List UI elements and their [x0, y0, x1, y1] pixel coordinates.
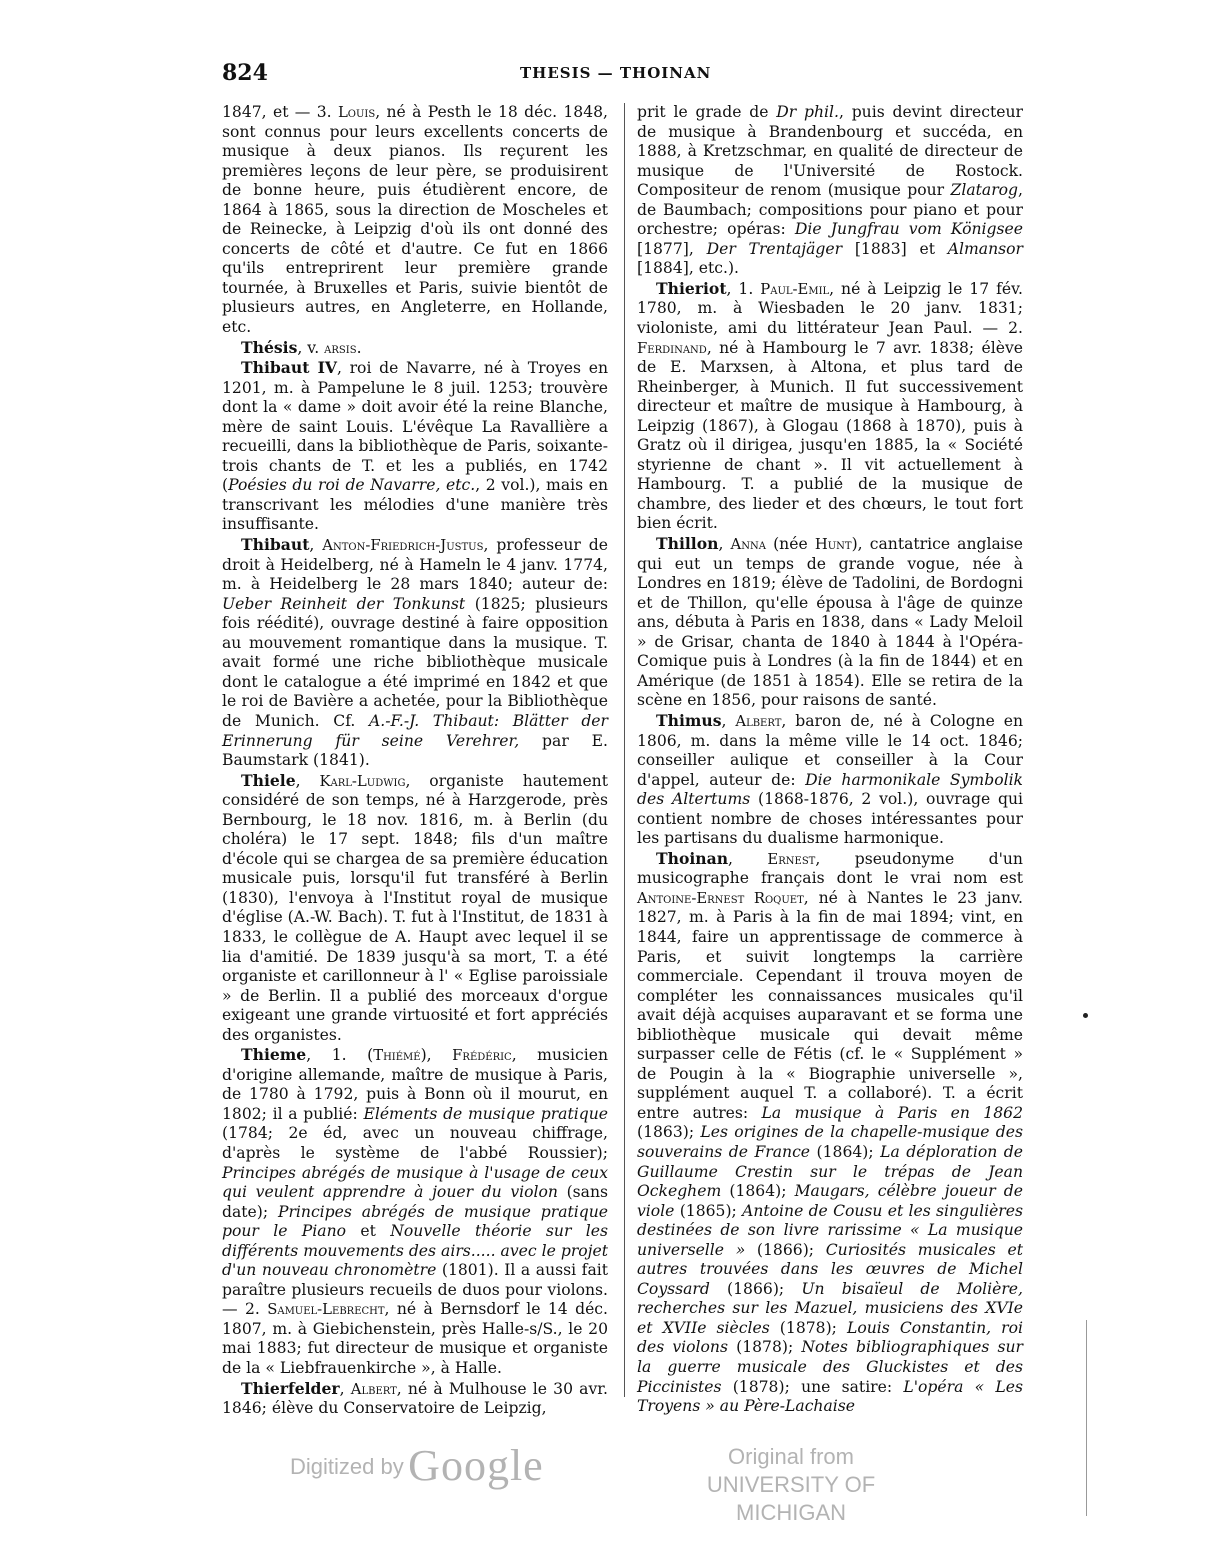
entry-text: (1863);: [637, 1123, 701, 1142]
dictionary-entry: [637, 849, 1023, 1417]
italic-title: Zlatarog: [950, 181, 1019, 200]
entry-text: , de Baumbach; compositions pour piano et pour orchestre; opéras:: [637, 181, 1023, 239]
italic-title: Eléments de musique pratique: [363, 1104, 608, 1123]
headword: Thierfelder: [241, 1378, 340, 1398]
entry-text: , 2 vol.), mais en transcrivant les mélodies d'une manière très insuffisante.: [222, 476, 608, 534]
entry-text: , professeur de droit à Heidelberg, né à Hameln le 4 janv. 1774, m. à Heidelberg le 28 mars 1840; auteur de:: [222, 536, 609, 594]
small-caps-name: Antoine-Ernest Roquet: [637, 889, 804, 907]
entry-text: (1866);: [745, 1240, 826, 1259]
scan-edge-line: [1086, 1320, 1087, 1516]
small-caps-name: Anton-Friedrich-Justus: [322, 537, 484, 555]
entry-text: , roi de Navarre, né à Troyes en 1201, m. à Pampelune le 8 juil. 1253; trouvère dont la « dame » doit avoir été la reine Blanche, mère de saint Louis. L'évêque La Ravallière a recueilli, dans la bibliothèque de Paris, soixante-trois chants de T. et les a publiés, en 1742 (: [222, 359, 608, 495]
dictionary-entry: [222, 535, 608, 771]
small-caps-name: Hunt: [814, 536, 852, 554]
small-caps-name: Louis: [337, 104, 376, 121]
original-from-label: Original from: [728, 1444, 854, 1469]
university-name: UNIVERSITY OF MICHIGAN: [706, 1472, 876, 1525]
entry-text: (1801). Il a aussi fait paraître plusieurs recueils de duos pour violons. — 2.: [222, 1261, 608, 1319]
entry-text: ,: [339, 1379, 351, 1398]
entry-text: ,: [295, 771, 320, 790]
dictionary-entry: [222, 1045, 608, 1378]
entry-text: .: [356, 338, 362, 357]
italic-title: Almansor: [947, 239, 1023, 258]
italic-title: Curiosités musicales et autres trouvées dans les œuvres de Michel Coyssard: [637, 1240, 1023, 1298]
headword: Thibaut: [241, 535, 310, 555]
italic-title: L'opéra « Les Troyens » au Père-Lachaise: [637, 1377, 1023, 1416]
italic-title: Antoine de Cousu et les singulières destinées de son livre rarissime « La musique universelle »: [637, 1201, 1023, 1259]
italic-title: A.-F.-J. Thibaut: Blätter der Erinnerung für seine Verehrer,: [222, 711, 608, 750]
small-caps-name: Frédéric: [452, 1047, 512, 1065]
entry-text: ),: [420, 1046, 453, 1065]
entry-text: ), cantatrice anglaise qui eut un temps de grande vogue, née à Londres en 1819; élève de Tadolini, de Bordogni et de Thillon, qu'elle épousa à l'âge de quinze ans, débuta à Paris en 1838, dans « Lady Meloil » de Grisar, chanta de 1840 à 1844 à l'Opéra-Comique puis à Londres (à la fin de 1844) et en Amérique (de 1851 à 1854). Elle se retira de la scène en 1856, pour raisons de santé.: [637, 535, 1024, 710]
entry-continuation: [222, 103, 608, 338]
small-caps-name: Samuel-Lebrecht: [267, 1301, 385, 1319]
headword: Thillon: [656, 534, 719, 554]
headword: Thieriot: [656, 278, 727, 298]
entry-text: , né à Pesth le 18 déc. 1848, sont connus pour leurs excellents concerts de musique à deux pianos. Ils reçurent les premières leçons de leur père, se produisirent de bonne heure, puis étudièrent encore, de 1864 à 1865, sous la direction de Moscheles et de Reinecke, à Leipzig d'où ils ont donné des concerts de côté et d'autre. Ce fut en 1866 qu'ils entreprirent leur première grande tournée, à Bruxelles et Paris, suivie bientôt de plusieurs autres, en Angleterre, en Hollande, etc.: [222, 103, 609, 337]
entry-text: prit le grade de: [637, 103, 777, 121]
italic-title: Les origines de la chapelle-musique des souverains de France: [637, 1123, 1023, 1161]
entry-text: par E. Baumstark (1841).: [222, 731, 608, 770]
entry-text: [1884], etc.).: [637, 259, 739, 278]
entry-text: 1847, et — 3.: [222, 103, 338, 121]
entry-text: (1878); une satire:: [721, 1377, 904, 1396]
entry-text: ,: [721, 711, 736, 730]
italic-title: Die Jungfrau vom Königsee: [794, 220, 1023, 239]
small-caps-name: Anna: [730, 536, 766, 554]
italic-title: Un bisaïeul de Molière, recherches sur les Mazuel, musiciens des XVIe et XVIIe siècles: [637, 1279, 1023, 1337]
italic-title: La musique à Paris en 1862: [761, 1103, 1023, 1122]
dictionary-entry: [222, 338, 608, 359]
entry-text: (1825; plusieurs fois réédité), ouvrage destiné à faire opposition au mouvement romantique dans la musique. T. avait formé une riche bibliothèque musicale dont le catalogue a été imprimé en 1842 et que le roi de Bavière a achetée, pour la Bibliothèque de Munich. Cf.: [222, 594, 608, 730]
running-head: THESIS — THOINAN: [520, 64, 712, 82]
dictionary-entry: [222, 358, 608, 535]
entry-text: , pseudonyme d'un musicographe français dont le vrai nom est: [637, 849, 1023, 888]
italic-title: La déploration de Guillaume Crestin sur le trépas de Jean Ockeghem: [637, 1142, 1023, 1201]
small-caps-name: Ernest: [767, 850, 816, 868]
dictionary-entry: [222, 1379, 608, 1419]
dictionary-entry: [637, 711, 1023, 849]
entry-text: (1864);: [810, 1142, 881, 1161]
headword: Thiele: [241, 770, 296, 790]
entry-continuation: [637, 103, 1023, 279]
italic-title: Nouvelle théorie sur les différents mouvements des airs..... avec le projet d'un nouveau chronomètre: [222, 1222, 608, 1280]
column-divider: [624, 103, 625, 1397]
italic-title: Poésies du roi de Navarre, etc.: [228, 476, 476, 495]
entry-text: , né à Mulhouse le 30 avr. 1846; élève du Conservatoire de Leipzig,: [222, 1379, 608, 1418]
entry-text: , né à Nantes le 23 janv. 1827, m. à Paris à la fin de mai 1894; vint, en 1844, faire un apprentissage de commerce à Paris, et suivit longtemps la carrière commerciale. Cependant il trouva moyen de compléter les connaissances musicales qu'il avait déjà acquises auparavant et se forma une bibliothèque musicale qui devait même surpasser celle de Fétis (cf. le « Supplément » de Pougin à la « Biographie universelle », supplément auquel T. a collaboré). T. a écrit entre autres:: [637, 888, 1023, 1122]
headword: Thimus: [656, 710, 722, 730]
left-column: [222, 103, 608, 1419]
entry-text: , né à Hambourg le 7 avr. 1838; élève de E. Marxsen, à Altona, et plus tard de Rheinberger, à Munich. Il fut successivement directeur et maître de musique à Hambourg, à Leipzig (1867), à Glogau (1868 à 1870), puis à Gratz où il dirigea, jusqu'en 1885, la « Société styrienne de chant ». Il vit actuellement à Hambourg. T. a publié de la musique de chambre, des lieder et des chœurs, le tout fort bien écrit.: [637, 338, 1023, 533]
small-caps-name: Albert: [350, 1380, 397, 1398]
entry-text: (1868-1876, 2 vol.), ouvrage qui contient nombre de choses intéressantes pour les partisans du dualisme harmonique.: [637, 790, 1023, 848]
original-from-watermark: [666, 1443, 916, 1527]
headword: Thibaut IV: [241, 358, 337, 378]
dictionary-entry: [637, 279, 1023, 534]
entry-text: , v.: [297, 338, 325, 357]
entry-text: , puis devint directeur de musique à Brandenbourg et succéda, en 1888, à Kretzschmar, en qualité de directeur de musique de l'Université de Rostock. Compositeur de renom (musique pour: [637, 103, 1023, 200]
entry-text: , né à Leipzig le 17 fév. 1780, m. à Wiesbaden le 20 janv. 1831; violoniste, ami du littérateur Jean Paul. — 2.: [637, 279, 1024, 338]
italic-title: Principes abrégés de musique pratique pour le Piano: [222, 1202, 608, 1241]
headword: Thésis: [241, 337, 298, 357]
entry-text: (née: [765, 535, 815, 554]
dictionary-entry: [637, 534, 1023, 711]
digitized-by-google-watermark: [290, 1440, 544, 1491]
entry-text: (1878);: [727, 1338, 802, 1357]
entry-text: et: [346, 1222, 391, 1241]
entry-text: , musicien d'origine allemande, maître de musique à Paris, de 1780 à 1792, puis à Bonn où il mourut, en 1802; il a publié:: [222, 1046, 608, 1123]
page-number: 824: [222, 60, 268, 86]
entry-text: [1883] et: [842, 239, 948, 258]
small-caps-name: Karl-Ludwig: [319, 772, 406, 790]
italic-title: Der Trentajäger: [706, 239, 843, 258]
digitized-prefix: Digitized by: [290, 1454, 404, 1479]
small-caps-name: Albert: [735, 712, 782, 730]
entry-text: ,: [309, 536, 323, 555]
entry-text: ,: [718, 535, 731, 554]
dictionary-entry: [222, 771, 608, 1046]
entry-text: [1877],: [637, 239, 707, 258]
italic-title: Notes bibliographiques sur la guerre musicale des Gluckistes et des Piccinistes: [637, 1338, 1023, 1396]
entry-text: , né à Bernsdorf le 14 déc. 1807, m. à Giebichenstein, près Halle-s/S., le 20 mai 1883; fut directeur de musique et organiste de la « Liebfrauenkirche », à Halle.: [222, 1300, 608, 1377]
entry-text: (1878);: [769, 1318, 847, 1337]
entry-text: , baron de, né à Cologne en 1806, m. dans la même ville le 14 oct. 1846; conseiller aulique et conseiller à la Cour d'appel, auteur de:: [637, 711, 1023, 789]
small-caps-name: Thiémé: [373, 1047, 421, 1065]
margin-mark: [1083, 1013, 1088, 1018]
entry-text: (1784; 2e éd, avec un nouveau chiffrage, d'après le système de l'abbé Roussier);: [222, 1124, 608, 1162]
entry-text: (sans date);: [222, 1183, 608, 1221]
right-column: [637, 103, 1023, 1417]
headword: Thoinan: [656, 848, 729, 868]
italic-title: Maugars, célèbre joueur de viole: [637, 1182, 1023, 1220]
italic-title: Louis Constantin, roi des violons: [637, 1318, 1023, 1357]
small-caps-name: Paul-Emil: [760, 280, 830, 298]
italic-title: Dr phil.: [776, 103, 839, 121]
small-caps-name: Ferdinand: [637, 339, 707, 357]
entry-text: , organiste hautement considéré de son temps, né à Harzgerode, près Bernbourg, le 18 nov. 1816, m. à Berlin (du choléra) le 17 sept. 1848; fils d'un maître d'école qui se chargea de sa première éducation musicale puis, lorsqu'il fut transféré à Berlin (1830), l'envoya à l'Institut royal de musique d'église (A.-W. Bach). T. fut à l'Institut, de 1831 à 1833, le collègue de A. Haupt avec lequel il se lia d'amitié. De 1839 jusqu'à sa mort, T. a été organiste et carillonneur à l' « Eglise paroissiale » de Berlin. Il a publié des morceaux d'orgue exigeant une grande virtuosité et fort appréciés des organistes.: [222, 771, 608, 1044]
entry-text: (1865);: [674, 1201, 743, 1220]
entry-text: , 1. (: [306, 1046, 374, 1065]
google-wordmark: Google: [408, 1441, 544, 1490]
entry-text: , 1.: [726, 279, 761, 298]
headword: Thieme: [241, 1045, 307, 1065]
italic-title: Ueber Reinheit der Tonkunst: [222, 594, 466, 613]
italic-title: Die harmonikale Symbolik des Altertums: [637, 770, 1024, 809]
italic-title: Principes abrégés de musique à l'usage de ceux qui veulent apprendre à jouer du violon: [222, 1163, 608, 1202]
entry-text: (1864);: [721, 1182, 795, 1201]
entry-text: (1866);: [709, 1279, 802, 1298]
entry-text: ,: [728, 849, 768, 868]
small-caps-name: arsis: [324, 339, 357, 357]
